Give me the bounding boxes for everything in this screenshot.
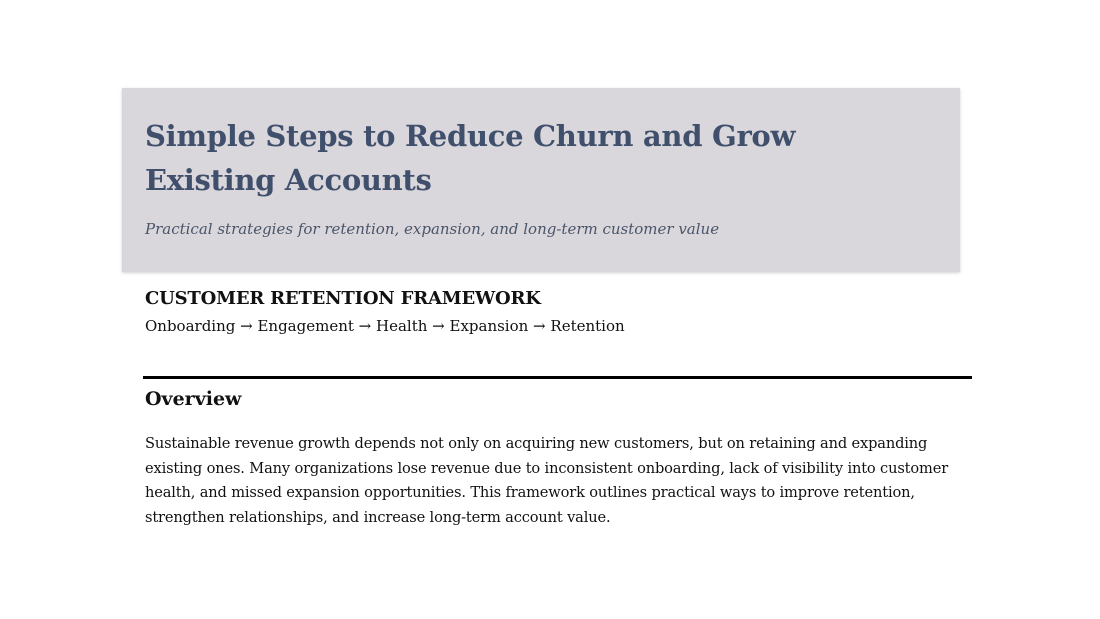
framework-flow: Onboarding → Engagement → Health → Expansion → Retention <box>145 317 625 335</box>
overview-heading: Overview <box>145 388 242 410</box>
section-divider <box>143 376 972 379</box>
hero-banner <box>122 88 960 272</box>
overview-paragraph: Sustainable revenue growth depends not only on acquiring new customers, but on retaining and expanding existing ones. Many organizations lose revenue due to inconsistent onboarding, lack of visibility into customer health, and missed expansion opportunities. This framework outlines practical ways to improve retention, strengthen relationships, and increase long-term account value. <box>145 435 949 527</box>
document-subtitle: Practical strategies for retention, expansion, and long-term customer value <box>145 220 720 238</box>
framework-heading: CUSTOMER RETENTION FRAMEWORK <box>145 288 541 309</box>
document-title: Simple Steps to Reduce Churn and Grow Existing Accounts <box>145 119 796 197</box>
